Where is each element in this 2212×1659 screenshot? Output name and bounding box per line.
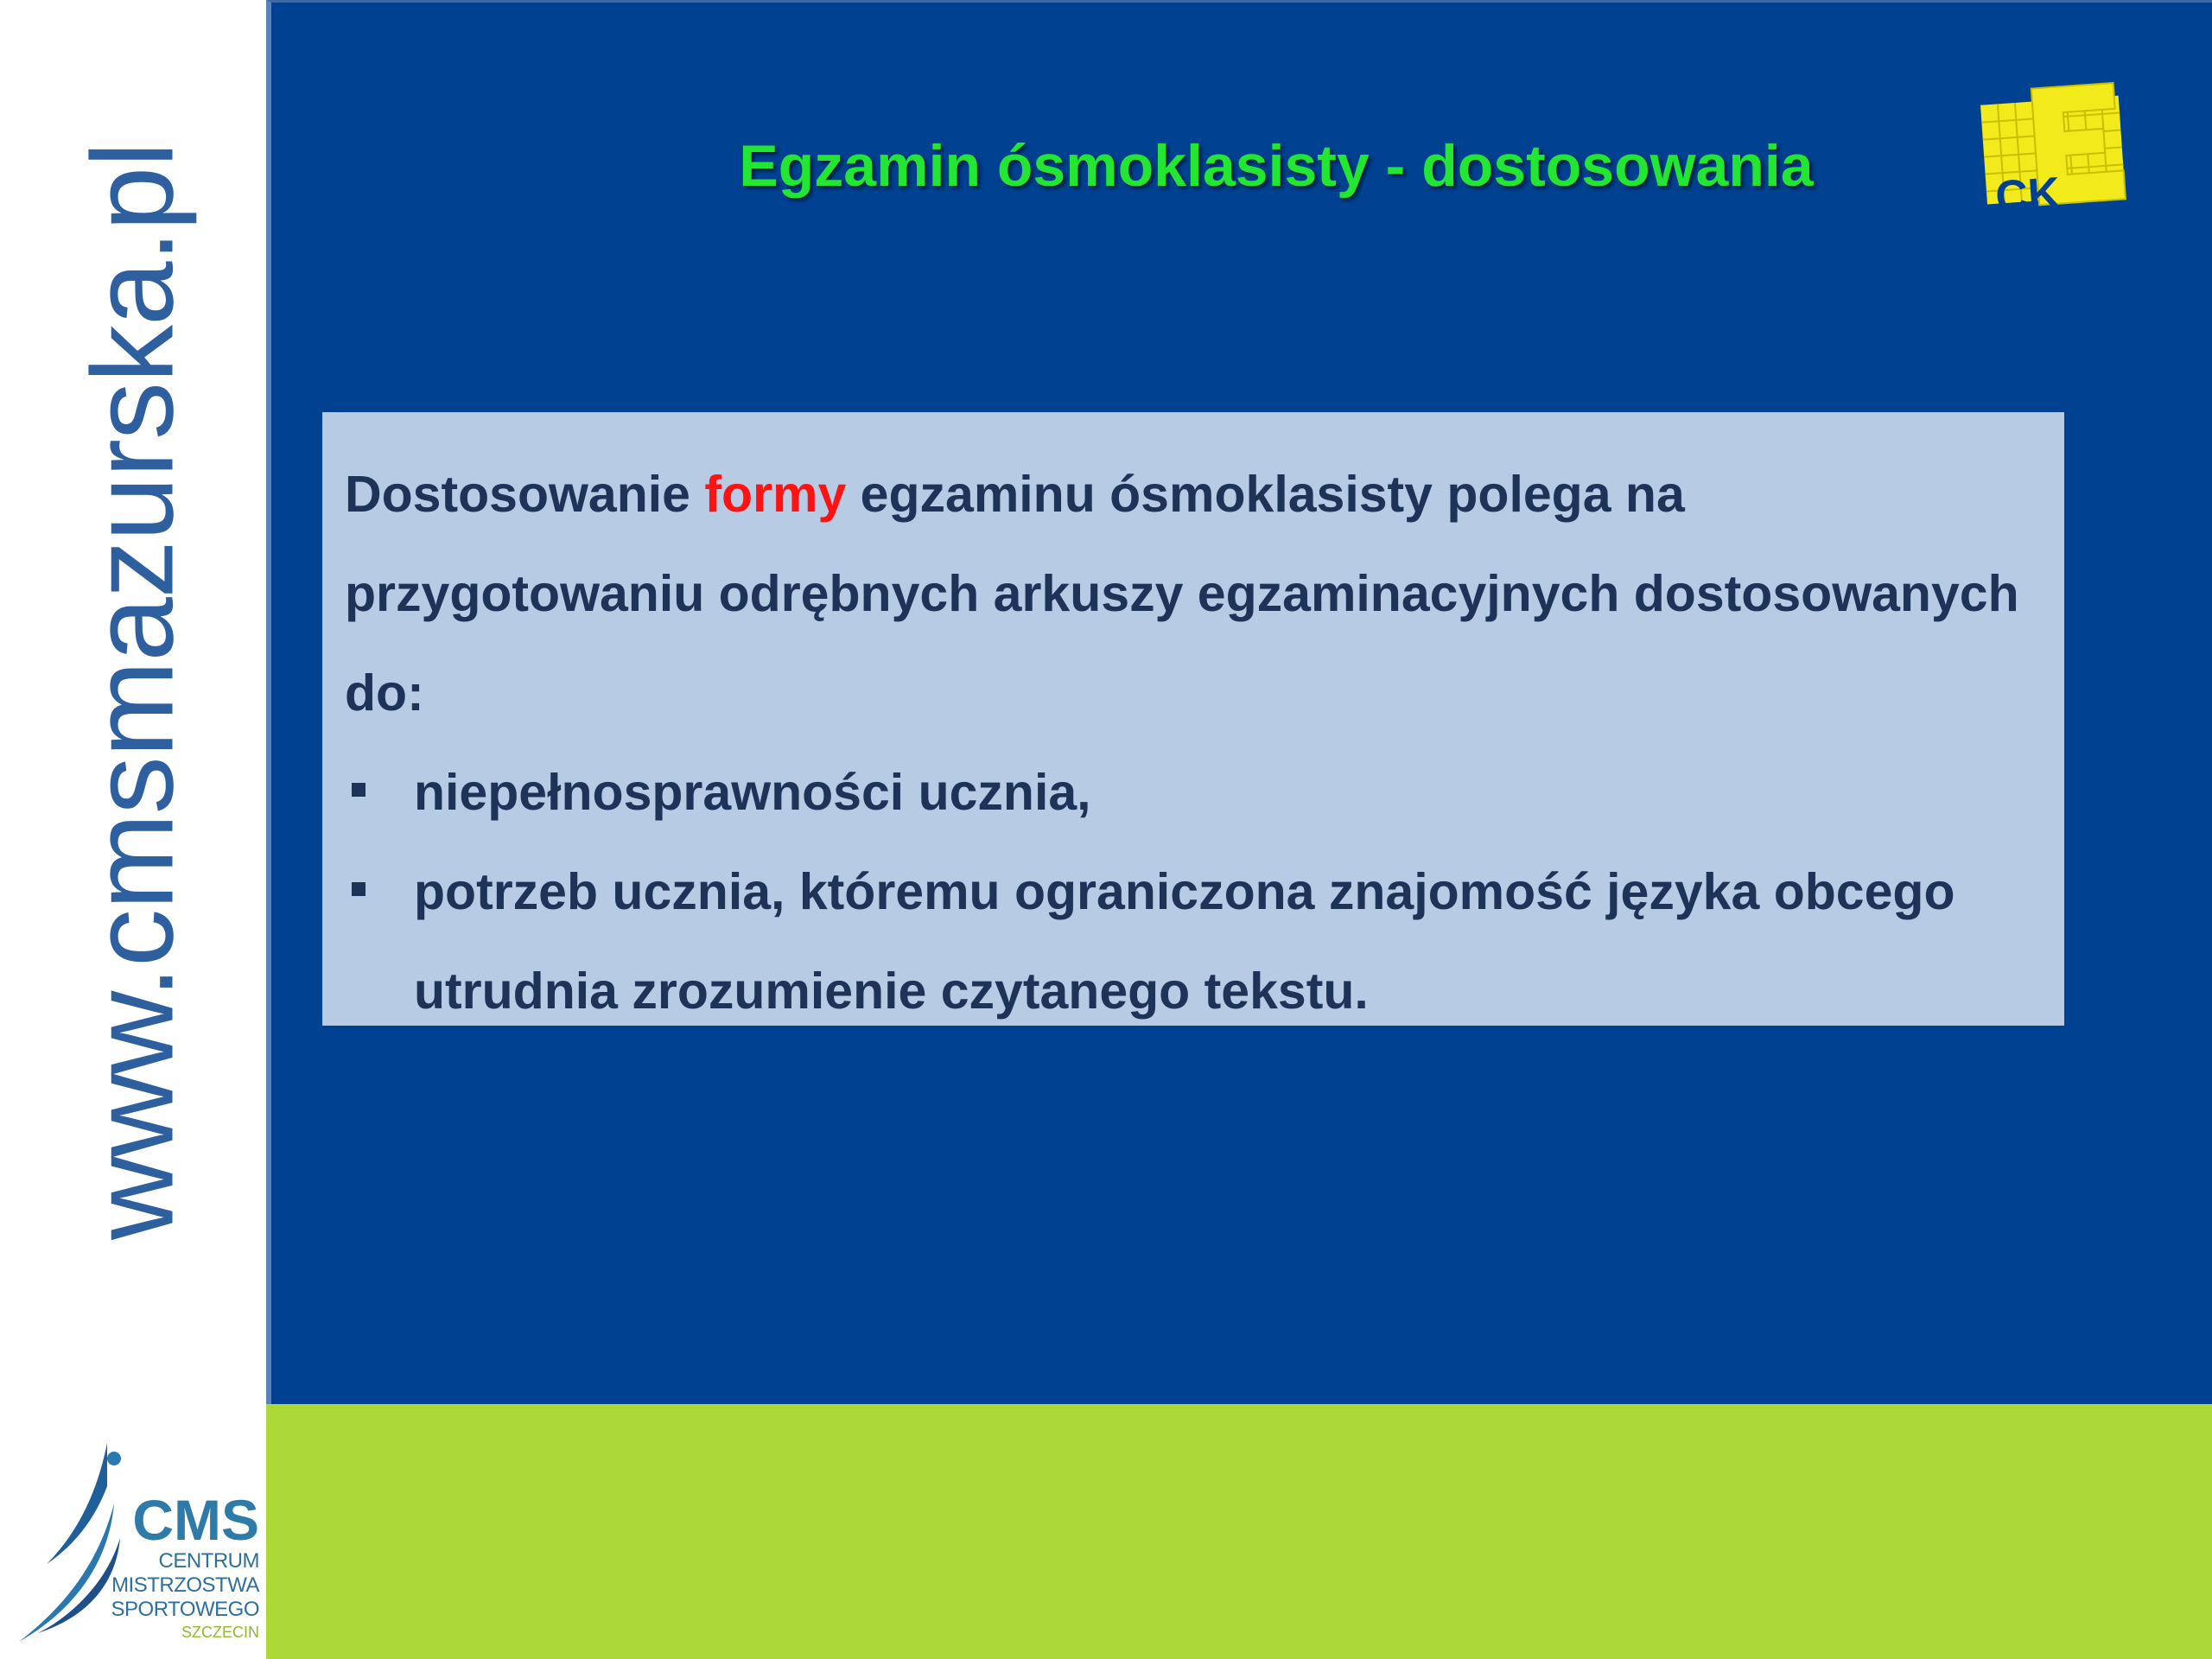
square-bullet-icon [352,783,365,797]
bullet-list [345,743,2040,1041]
cms-line-2: MISTRZOSTWA [111,1573,259,1597]
cms-logo-text [104,1488,259,1643]
slide-title: Egzamin ósmoklasisty - dostosowania [739,133,1814,199]
eck-logo-text: CK [1993,168,2063,223]
cms-acronym: CMS [132,1488,259,1552]
footer-band [266,1404,2212,1659]
cms-line-3: SPORTOWEGO [111,1598,259,1621]
website-url: www.cmsmazurska.pl [68,142,198,1241]
paragraph-start: Dostosowanie [345,466,705,523]
paragraph-highlight: formy [704,466,847,523]
square-bullet-icon [352,882,365,896]
intro-paragraph [345,445,2040,743]
paragraph-end: egzaminu ósmoklasisty polega na przygotowaniu odrębnych arkuszy egzaminacyjnych dostosowanych do: [345,466,2019,721]
sidebar [0,0,266,1659]
eck-grid-logo [1975,79,2131,226]
bullet-text: potrzeb ucznia, któremu ograniczona znajomość języka obcego utrudnia zrozumienie czytanego tekstu. [414,863,1955,1020]
list-item [345,842,2040,1041]
bullet-text: niepełnosprawności ucznia, [414,764,1091,821]
cms-city: SZCZECIN [181,1624,259,1641]
list-item [345,743,2040,842]
cms-line-1: CENTRUM [158,1549,259,1573]
content-box [322,412,2064,1026]
